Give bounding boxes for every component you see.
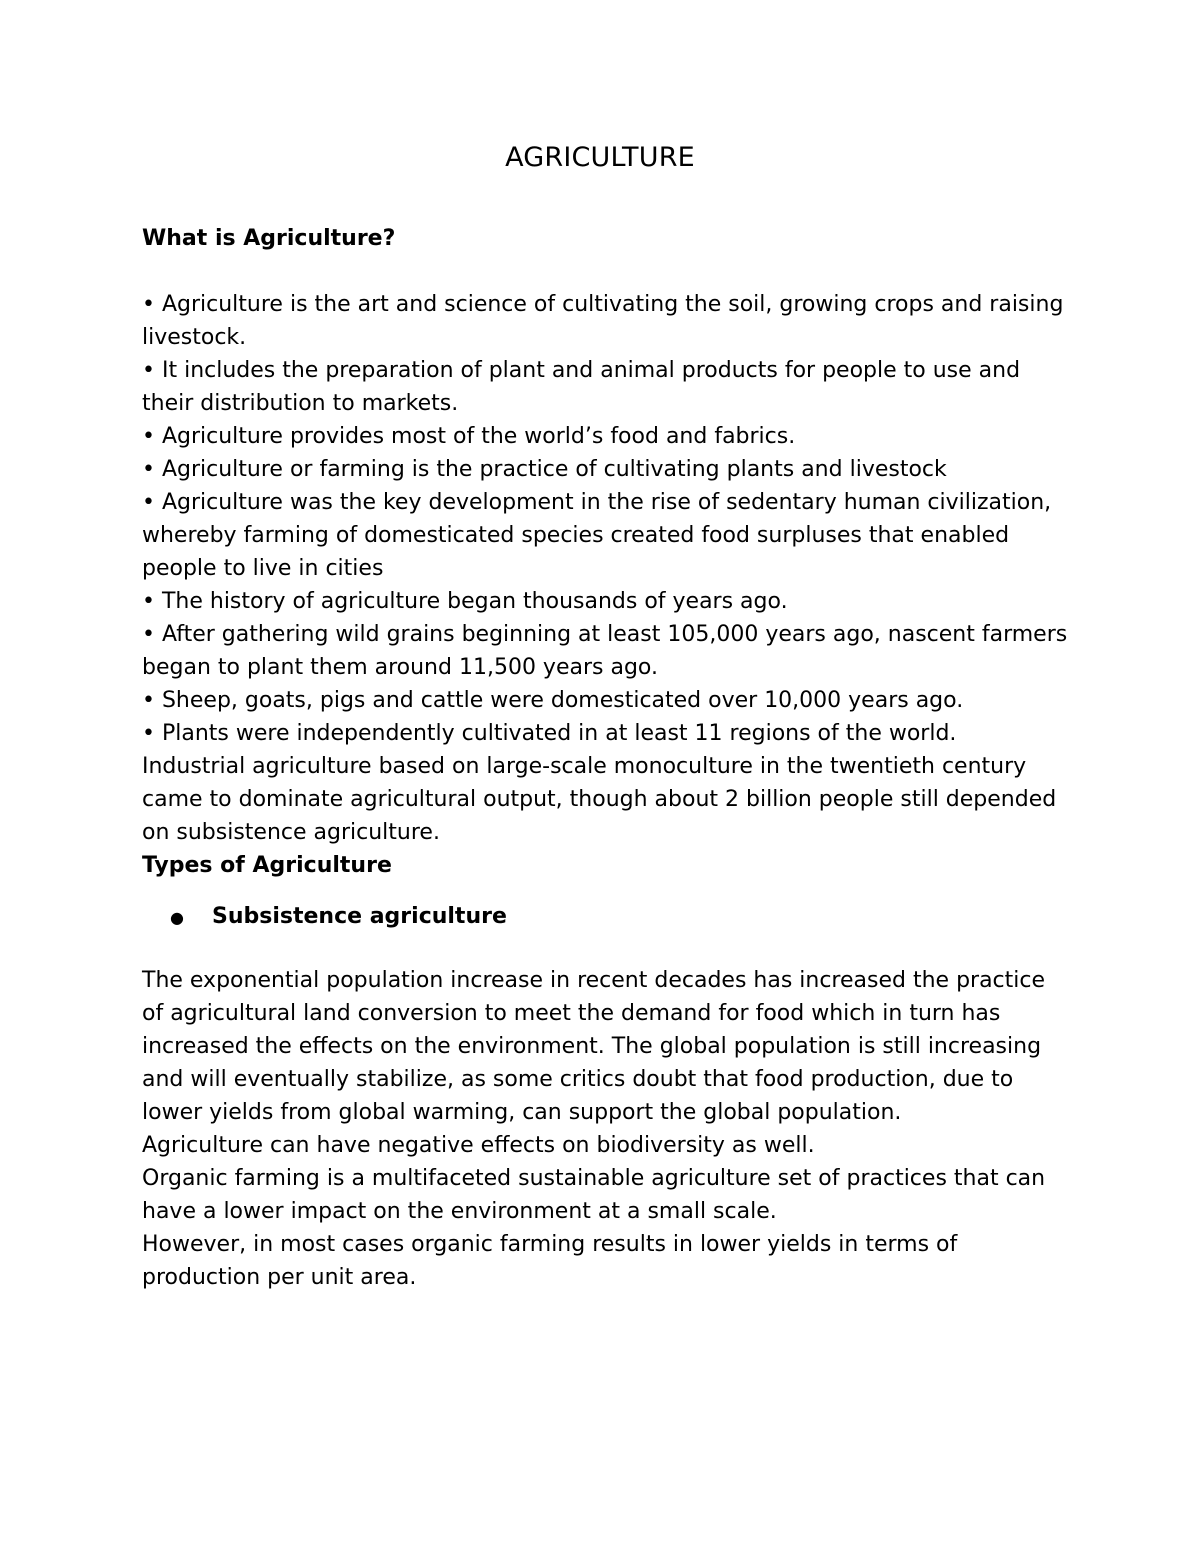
bullet-item: • After gathering wild grains beginning at least 105,000 years ago, nascent farmers began to plant them around 11,500 years ago.	[142, 622, 1068, 680]
section-heading-what-is-agriculture: What is Agriculture?	[142, 226, 396, 251]
body-paragraph: Organic farming is a multifaceted sustainable agriculture set of practices that can have a lower impact on the environment at a small scale.	[142, 1166, 1046, 1224]
bullet-item: • Agriculture was the key development in the rise of sedentary human civilization, whereby farming of domesticated species created food surpluses that enabled people to live in cities	[142, 490, 1052, 581]
bullet-item: • It includes the preparation of plant and animal products for people to use and their distribution to markets.	[142, 358, 1021, 416]
body-paragraph: The exponential population increase in recent decades has increased the practice of agricultural land conversion to meet the demand for food which in turn has increased the effects on the environment. The global population is still increasing	[142, 968, 1046, 1059]
body-paragraph: and will eventually stabilize, as some critics doubt that food production, due to lower yields from global warming, can support the global population.	[142, 1067, 1014, 1125]
bullet-item: • Agriculture or farming is the practice of cultivating plants and livestock	[142, 457, 947, 482]
body-paragraph: Agriculture can have negative effects on biodiversity as well.	[142, 1133, 815, 1158]
sub-bullet-item	[142, 900, 1072, 934]
section-heading-types-of-agriculture: Types of Agriculture	[142, 853, 392, 878]
body-paragraph: However, in most cases organic farming results in lower yields in terms of production per unit area.	[142, 1232, 958, 1290]
bullet-item: • The history of agriculture began thousands of years ago.	[142, 589, 788, 614]
document-body	[142, 222, 1072, 1294]
bullet-item: • Plants were independently cultivated in at least 11 regions of the world.	[142, 721, 957, 746]
bullet-item: • Agriculture provides most of the world’s food and fabrics.	[142, 424, 796, 449]
bullet-dot-icon: ●	[170, 908, 184, 927]
document-title: AGRICULTURE	[505, 142, 695, 173]
sub-heading: Subsistence agriculture	[212, 904, 507, 929]
body-paragraph: Industrial agriculture based on large-scale monoculture in the twentieth century came to dominate agricultural output, though about 2 billion people still depended on subsistence agriculture.	[142, 754, 1057, 845]
bullet-item: • Agriculture is the art and science of cultivating the soil, growing crops and raising livestock.	[142, 292, 1064, 350]
spacer	[142, 255, 1072, 288]
bullet-item: • Sheep, goats, pigs and cattle were domesticated over 10,000 years ago.	[142, 688, 964, 713]
